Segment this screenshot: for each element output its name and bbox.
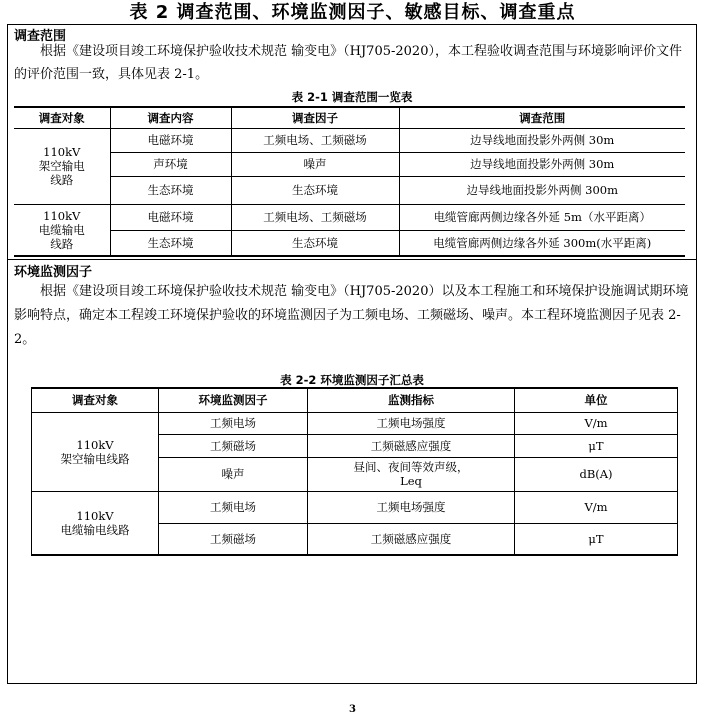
object-cell: 110kV 电缆输电线路: [32, 491, 159, 555]
survey-scope-section: [8, 25, 696, 260]
factor-cell: 工频电场: [159, 491, 308, 523]
range-cell: 边导线地面投影外两侧 30m: [399, 128, 685, 152]
table-row: [32, 412, 678, 434]
table-2-2-caption: 表 2-2 环境监测因子汇总表: [280, 373, 424, 387]
header-cell: 单位: [515, 388, 678, 412]
content-cell: 电磁环境: [110, 204, 231, 230]
object-cell: 110kV 架空输电线路: [32, 412, 159, 491]
header-cell: 调查因子: [231, 107, 399, 128]
unit-cell: V/m: [515, 491, 678, 523]
monitoring-factors-heading: 环境监测因子: [14, 265, 93, 280]
content-cell: 电磁环境: [110, 128, 231, 152]
factor-cell: 工频磁场: [159, 434, 308, 457]
indicator-cell: 工频电场强度: [308, 491, 515, 523]
factor-cell: 工频电场、工频磁场: [231, 128, 399, 152]
header-cell: 调查对象: [14, 107, 110, 128]
unit-cell: μT: [515, 434, 678, 457]
monitoring-factors-table: [31, 387, 678, 556]
indicator-cell: 昼间、夜间等效声级， Leq: [308, 457, 515, 491]
factor-cell: 工频磁场: [159, 523, 308, 555]
range-cell: 电缆管廊两侧边缘各外延 5m（水平距离）: [399, 204, 685, 230]
content-cell: 声环境: [110, 152, 231, 176]
header-cell: 调查内容: [110, 107, 231, 128]
header-cell: 调查范围: [399, 107, 685, 128]
header-cell: 环境监测因子: [159, 388, 308, 412]
range-cell: 电缆管廊两侧边缘各外延 300m(水平距离): [399, 230, 685, 256]
content-cell: 生态环境: [110, 176, 231, 204]
object-cell: 110kV 架空输电 线路: [14, 128, 110, 204]
unit-cell: V/m: [515, 412, 678, 434]
content-frame: [7, 24, 697, 684]
indicator-cell: 工频磁感应强度: [308, 523, 515, 555]
survey-scope-table: [14, 106, 685, 257]
factor-cell: 工频电场: [159, 412, 308, 434]
table-row: [14, 204, 685, 230]
header-cell: 监测指标: [308, 388, 515, 412]
object-cell: 110kV 电缆输电 线路: [14, 204, 110, 256]
indicator-cell: 工频电场强度: [308, 412, 515, 434]
monitoring-factors-paragraph: 根据《建设项目竣工环境保护验收技术规范 输变电》（HJ705-2020）以及本工程施工和环境保护设施调试期环境影响特点，确定本工程竣工环境保护验收的环境监测因子为工频电场、工频磁场、噪声。本工程环境监测因子见表 2-2。: [14, 284, 689, 347]
factor-cell: 噪声: [159, 457, 308, 491]
unit-cell: μT: [515, 523, 678, 555]
table-row: [32, 491, 678, 523]
factor-cell: 生态环境: [231, 176, 399, 204]
table-header-row: [32, 388, 678, 412]
page-number: 3: [349, 704, 356, 715]
factor-cell: 生态环境: [231, 230, 399, 256]
table-row: [14, 176, 685, 204]
range-cell: 边导线地面投影外两侧 30m: [399, 152, 685, 176]
unit-cell: dB(A): [515, 457, 678, 491]
factor-cell: 噪声: [231, 152, 399, 176]
header-cell: 调查对象: [32, 388, 159, 412]
survey-scope-heading: 调查范围: [14, 29, 67, 44]
indicator-cell: 工频磁感应强度: [308, 434, 515, 457]
survey-scope-paragraph: 根据《建设项目竣工环境保护验收技术规范 输变电》（HJ705-2020），本工程验收调查范围与环境影响评价文件的评价范围一致，具体见表 2-1。: [14, 44, 682, 82]
content-cell: 生态环境: [110, 230, 231, 256]
range-cell: 边导线地面投影外两侧 300m: [399, 176, 685, 204]
page-title: 表 2 调查范围、环境监测因子、敏感目标、调查重点: [129, 2, 576, 23]
table-header-row: [14, 107, 685, 128]
table-row: [14, 230, 685, 256]
table-row: [14, 128, 685, 152]
table-row: [14, 152, 685, 176]
factor-cell: 工频电场、工频磁场: [231, 204, 399, 230]
table-2-1-caption: 表 2-1 调查范围一览表: [291, 90, 413, 104]
